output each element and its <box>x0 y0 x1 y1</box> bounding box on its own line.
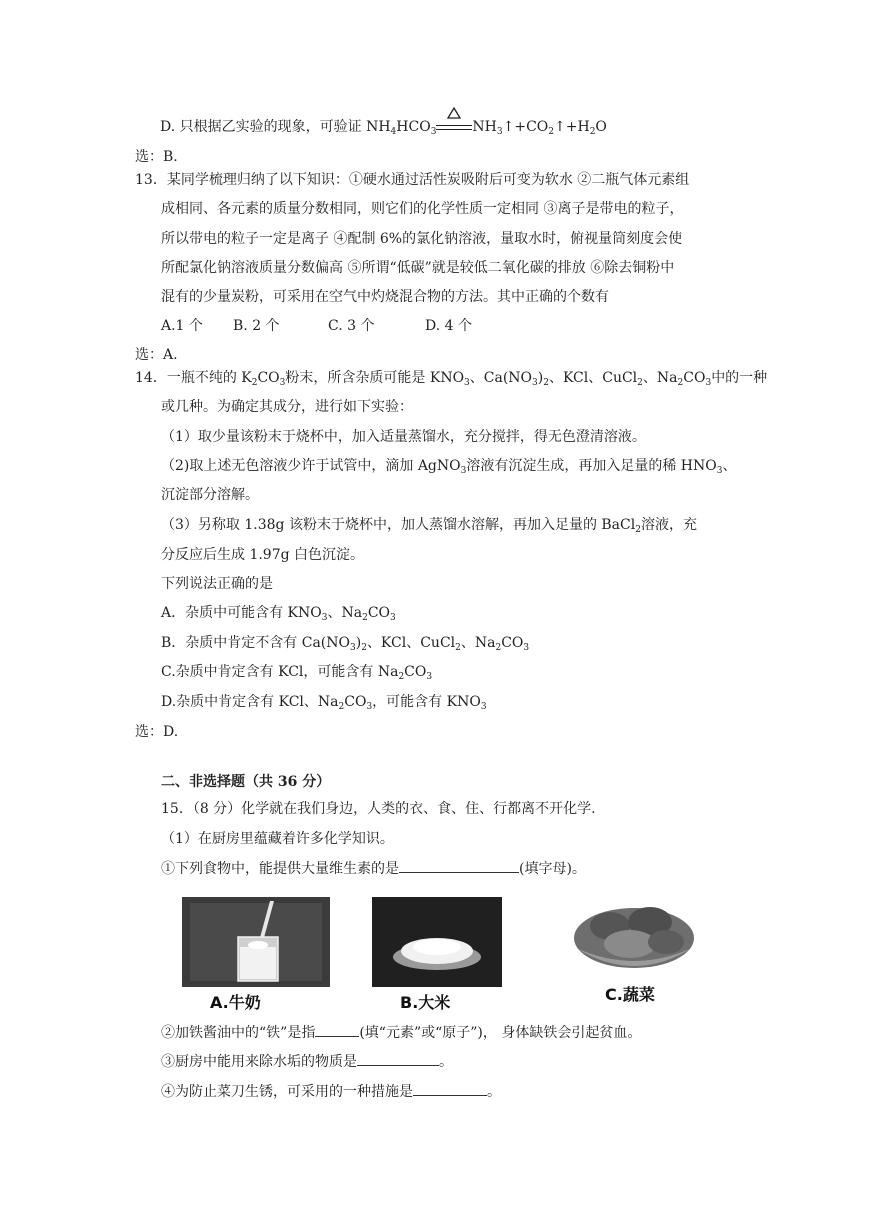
q14-step-3: （3）另称取 1.38g 该粉末于烧杯中，加人蒸馏水溶解，再加入足量的 BaCl$_2$溶液，充 <box>161 517 697 535</box>
q13-line-4: 所配氯化钠溶液质量分数偏高 ⑤所谓“低碳”就是较低二氧化碳的排放 ⑥除去铜粉中 <box>161 260 675 276</box>
caption-c: C.蔬菜 <box>605 985 655 1004</box>
caption-a: A.牛奶 <box>210 993 261 1012</box>
q14-line-2: 或几种。为确定其成分，进行如下实验： <box>161 399 413 415</box>
q15-item-2: ②加铁酱油中的“铁”是指 (填“元素”或“原子”)， 身体缺铁会引起贫血。 <box>161 1022 641 1043</box>
q14-step-2-cont: 沉淀部分溶解。 <box>161 487 259 503</box>
q14-prompt: 下列说法正确的是 <box>161 576 273 592</box>
q13-option-b: B. 2 个 <box>233 318 280 334</box>
q14-option-c: C.杂质中肯定含有 KCl，可能含有 $Na_2CO_3$ <box>161 664 433 682</box>
milk-photo <box>182 897 330 987</box>
q13-option-c: C. 3 个 <box>328 318 375 334</box>
q14-step-3-cont: 分反应后生成 1.97g 白色沉淀。 <box>161 547 365 563</box>
q14-step-1: （1）取少量该粉末于烧杯中，加入适量蒸馏水，充分搅拌，得无色澄清溶液。 <box>161 429 646 445</box>
q13-line-5: 混有的少量炭粉，可采用在空气中灼烧混合物的方法。其中正确的个数有 <box>161 289 609 305</box>
answer-blank[interactable] <box>357 1051 439 1066</box>
q13-line-2: 成相同、各元素的质量分数相同，则它们的化学性质一定相同 ③离子是带电的粒子， <box>161 201 684 217</box>
answer-blank[interactable] <box>399 858 519 873</box>
caption-b: B.大米 <box>400 993 451 1012</box>
q14-option-d: D.杂质中肯定含有 KCl、$Na_2CO_3$，可能含有 $KNO_3$ <box>161 694 487 712</box>
q15-item-4: ④为防止菜刀生锈，可采用的一种措施是 。 <box>161 1081 501 1102</box>
q13-line-1: 13．某同学梳理归纳了以下知识：①硬水通过活性炭吸附后可变为软水 ②二瓶气体元素组 <box>135 172 690 188</box>
q15-sub-1: （1）在厨房里蕴藏着许多化学知识。 <box>161 831 394 847</box>
q13-option-d: D. 4 个 <box>425 318 472 334</box>
q12-answer: 选：B. <box>135 149 178 165</box>
answer-blank[interactable] <box>413 1081 487 1096</box>
q14-option-b: B．杂质中肯定不含有 $Ca(NO_3)_2$、KCl、CuCl$_2$、$Na_2CO_3$ <box>161 635 530 653</box>
q15-item-3: ③厨房中能用来除水垢的物质是 。 <box>161 1051 453 1072</box>
q14-answer: 选：D. <box>135 724 179 740</box>
vegetables-photo <box>570 888 698 988</box>
q15-intro: 15．（8 分）化学就在我们身边，人类的衣、食、住、行都离不开化学. <box>161 801 596 817</box>
q13-answer: 选：A. <box>135 347 178 363</box>
q13-option-a: A.1 个 <box>161 318 203 334</box>
q15-item-1: ①下列食物中，能提供大量维生素的是 (填字母)。 <box>161 858 586 879</box>
q14-line-1: 14．一瓶不纯的 $K_2CO_3$粉末，所含杂质可能是 $KNO_3$、$Ca(NO_3)_2$、KCl、CuCl$_2$、$Na_2CO_3$中的一种 <box>135 370 768 388</box>
q12-option-d-text: D. 只根据乙实验的现象，可验证 NH <box>160 119 391 135</box>
q13-line-3: 所以带电的粒子一定是离子 ④配制 6%的氯化钠溶液，量取水时，俯视量筒刻度会使 <box>161 231 683 247</box>
q12-option-d: D. 只根据乙实验的现象，可验证 $NH_4HCO_3$ $NH_3↑+CO_2↑+H_2O$ <box>160 117 607 137</box>
q14-step-2: （2)取上述无色溶液少许于试管中，滴加 AgNO$_3$溶液有沉淀生成，再加入足量的稀 $HNO_3$、 <box>161 458 737 476</box>
section-heading: 二、非选择题（共 36 分） <box>161 774 331 790</box>
heat-equals-sign <box>436 117 472 137</box>
delta-heat-icon <box>447 107 461 119</box>
answer-blank[interactable] <box>315 1022 359 1037</box>
q14-option-a: A．杂质中可能含有 $KNO_3$、$Na_2CO_3$ <box>161 605 396 623</box>
rice-photo <box>372 897 502 987</box>
